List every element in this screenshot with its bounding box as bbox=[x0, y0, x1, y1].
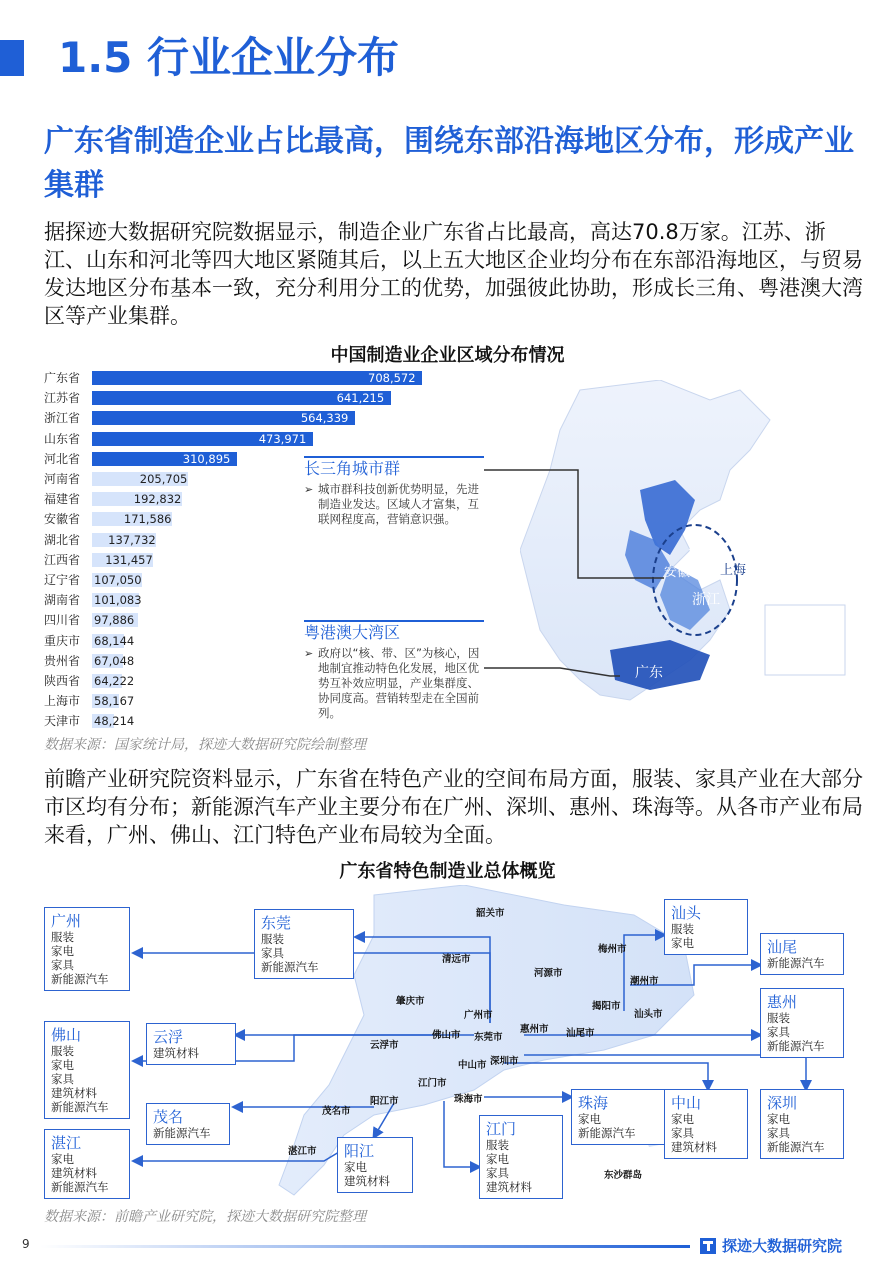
brand-logo-icon bbox=[700, 1238, 716, 1254]
city-industry: 服装 bbox=[486, 1138, 509, 1152]
bar-value-label: 58,167 bbox=[94, 694, 135, 709]
city-industry: 服装 bbox=[51, 930, 74, 944]
yrd-info-text: 城市群科技创新优势明显，先进制造业发达。区域人才富集，互联网程度高，营销意识强。 bbox=[318, 482, 479, 526]
bar-row bbox=[44, 408, 464, 428]
title-accent-bar bbox=[0, 40, 24, 76]
map-city-label: 云浮市 bbox=[370, 1040, 399, 1051]
city-industry: 建筑材料 bbox=[51, 1166, 97, 1180]
map-connector-arrow bbox=[134, 1143, 354, 1161]
bar-category-label: 江西省 bbox=[44, 552, 81, 567]
city-box-maoming bbox=[146, 1103, 230, 1145]
map-city-label: 揭阳市 bbox=[592, 1001, 621, 1012]
map-city-label: 惠州市 bbox=[520, 1024, 549, 1035]
bar-row bbox=[44, 671, 464, 691]
city-industry: 建筑材料 bbox=[153, 1046, 199, 1060]
guangdong-map-title: 广东省特色制造业总体概览 bbox=[339, 861, 556, 882]
region-bar-chart bbox=[44, 368, 464, 732]
map-city-label: 阳江市 bbox=[370, 1096, 399, 1107]
city-industry: 家具 bbox=[261, 946, 284, 960]
bar-row bbox=[44, 489, 464, 509]
bar-value-label: 192,832 bbox=[133, 492, 182, 507]
bar-value-label: 101,083 bbox=[94, 593, 142, 608]
bar-row bbox=[44, 469, 464, 489]
bar-category-label: 湖北省 bbox=[44, 532, 81, 547]
bar-value-label: 708,572 bbox=[368, 371, 416, 385]
bar-category-label: 上海市 bbox=[44, 694, 81, 709]
city-name: 珠海 bbox=[578, 1094, 609, 1112]
bar-category-label: 河南省 bbox=[44, 472, 81, 486]
city-name: 深圳 bbox=[767, 1094, 798, 1112]
city-industry: 家电 bbox=[486, 1152, 509, 1166]
bar-value-label: 641,215 bbox=[336, 391, 385, 406]
map-city-label: 中山市 bbox=[458, 1060, 487, 1071]
bar-category-label: 福建省 bbox=[44, 492, 81, 507]
south-sea-inset bbox=[765, 605, 845, 675]
bar-category-label: 山东省 bbox=[44, 431, 81, 446]
city-industry: 家具 bbox=[767, 1126, 790, 1140]
city-industry: 家电 bbox=[344, 1160, 367, 1174]
map-city-label: 湛江市 bbox=[288, 1146, 317, 1157]
map-label-zhejiang: 浙江 bbox=[692, 592, 720, 608]
city-box-shanwei bbox=[760, 933, 844, 975]
bar-value-label: 64,222 bbox=[94, 674, 135, 688]
bar-category-label: 江苏省 bbox=[44, 391, 81, 406]
gba-info-text: 政府以“核、带、区”为核心，因地制宜推动特色化发展，地区优势互补效应明显，产业集群度、协同度高。营销转型走在全国前列。 bbox=[318, 646, 480, 720]
map-city-label: 肇庆市 bbox=[396, 996, 425, 1007]
map-city-label: 佛山市 bbox=[432, 1030, 461, 1041]
city-industry: 新能源汽车 bbox=[767, 956, 825, 970]
city-name: 东莞 bbox=[261, 914, 292, 932]
city-industry: 家电 bbox=[671, 1112, 694, 1126]
paragraph-1: 据探迹大数据研究院数据显示，制造企业广东省占比最高，高达70.8万家。江苏、浙江、山东和河北等四大地区紧随其后，以上五大地区企业均分布在东部沿海地区，与贸易发达地区分布基本一致，充分利用分工的优势，加强彼此协助，形成长三角、粤港澳大湾区等产业集群。 bbox=[44, 220, 863, 328]
city-box-jiangmen bbox=[479, 1115, 563, 1199]
city-name: 江门 bbox=[486, 1120, 517, 1138]
bar-category-label: 湖南省 bbox=[44, 593, 81, 608]
city-industry: 家具 bbox=[767, 1025, 790, 1039]
city-name: 云浮 bbox=[153, 1028, 184, 1046]
bar-category-label: 天津市 bbox=[44, 714, 81, 729]
city-industry: 家电 bbox=[51, 1152, 74, 1166]
city-industry: 新能源汽车 bbox=[261, 960, 319, 974]
bar-value-label: 68,144 bbox=[94, 633, 135, 648]
city-name: 佛山 bbox=[51, 1026, 82, 1044]
bullet-arrow-icon: ➢ bbox=[304, 483, 314, 496]
city-name: 中山 bbox=[671, 1094, 702, 1112]
city-industry: 建筑材料 bbox=[51, 1086, 97, 1100]
page-number: 9 bbox=[22, 1237, 30, 1251]
map-city-label: 东沙群岛 bbox=[604, 1170, 643, 1181]
map-source: 数据来源：前瞻产业研究院，探迹大数据研究院整理 bbox=[44, 1209, 366, 1225]
bar-category-label: 辽宁省 bbox=[44, 573, 81, 587]
city-industry: 服装 bbox=[51, 1044, 74, 1058]
city-name: 惠州 bbox=[767, 993, 798, 1011]
city-industry: 家电 bbox=[51, 1058, 74, 1072]
city-industry: 建筑材料 bbox=[671, 1140, 717, 1154]
city-name: 汕尾 bbox=[767, 938, 798, 956]
map-city-label: 韶关市 bbox=[476, 908, 505, 919]
brand-footer bbox=[700, 1235, 842, 1256]
map-city-label: 东莞市 bbox=[474, 1032, 503, 1043]
bar-row bbox=[44, 711, 464, 731]
map-city-label: 江门市 bbox=[418, 1078, 447, 1089]
map-city-label: 梅州市 bbox=[598, 944, 627, 955]
city-industry: 新能源汽车 bbox=[153, 1126, 211, 1140]
map-label-shanghai: 上海 bbox=[720, 563, 747, 578]
map-city-label: 广州市 bbox=[464, 1010, 493, 1021]
map-connector-arrow bbox=[504, 1063, 708, 1089]
city-box-foshan bbox=[44, 1021, 130, 1119]
china-east-map bbox=[520, 380, 860, 720]
map-city-label: 汕头市 bbox=[634, 1009, 663, 1020]
bar-row bbox=[44, 550, 464, 570]
map-label-jiangsu: 江苏 bbox=[688, 540, 716, 556]
bar-category-label: 河北省 bbox=[44, 451, 81, 466]
bar-row bbox=[44, 651, 464, 671]
bar-category-label: 陕西省 bbox=[44, 674, 81, 688]
bar-value-label: 137,732 bbox=[108, 532, 156, 547]
map-connector-arrow bbox=[524, 1055, 806, 1089]
bar-row bbox=[44, 429, 464, 449]
city-name: 汕头 bbox=[671, 904, 702, 922]
bar-value-label: 171,586 bbox=[123, 512, 172, 527]
map-city-label: 珠海市 bbox=[454, 1094, 483, 1105]
city-name: 阳江 bbox=[344, 1142, 375, 1160]
bullet-arrow-icon: ➢ bbox=[304, 647, 314, 660]
yrd-info-title: 长三角城市群 bbox=[304, 459, 401, 478]
city-industry: 新能源汽车 bbox=[767, 1140, 825, 1154]
map-city-label: 深圳市 bbox=[490, 1056, 519, 1067]
map-city-label: 茂名市 bbox=[322, 1106, 351, 1117]
bar-row bbox=[44, 388, 464, 408]
city-name: 茂名 bbox=[153, 1108, 184, 1126]
guangdong-industry-map bbox=[44, 885, 854, 1203]
bar-row bbox=[44, 631, 464, 651]
bar-category-label: 四川省 bbox=[44, 613, 81, 628]
city-industry: 服装 bbox=[261, 932, 284, 946]
bar-value-label: 67,048 bbox=[94, 653, 135, 668]
bar-chart-source: 数据来源：国家统计局，探迹大数据研究院绘制整理 bbox=[44, 737, 366, 753]
city-industry: 家具 bbox=[486, 1166, 509, 1180]
bar-row bbox=[44, 590, 464, 610]
city-industry: 建筑材料 bbox=[344, 1174, 390, 1188]
city-box-guangzhou bbox=[44, 907, 130, 991]
gba-info-title: 粤港澳大湾区 bbox=[304, 623, 401, 642]
city-box-dongguan bbox=[254, 909, 354, 979]
bar-row bbox=[44, 509, 464, 529]
city-name: 广州 bbox=[51, 912, 82, 930]
city-box-shantou bbox=[664, 899, 748, 955]
city-industry: 服装 bbox=[671, 922, 694, 936]
footer-line bbox=[40, 1245, 690, 1248]
bar-value-label: 564,339 bbox=[300, 411, 349, 426]
city-name: 湛江 bbox=[51, 1134, 82, 1152]
bar-value-label: 131,457 bbox=[105, 552, 153, 567]
city-box-yangjiang bbox=[337, 1137, 413, 1193]
bar-row bbox=[44, 691, 464, 711]
map-city-label: 清远市 bbox=[442, 954, 471, 965]
bar-value-label: 107,050 bbox=[94, 573, 142, 587]
city-industry: 家电 bbox=[51, 944, 74, 958]
bar-value-label: 97,886 bbox=[94, 613, 135, 628]
bar-chart-title: 中国制造业企业区域分布情况 bbox=[330, 345, 565, 366]
city-industry: 新能源汽车 bbox=[51, 1180, 109, 1194]
bar-category-label: 重庆市 bbox=[44, 633, 81, 648]
bar-value-label: 310,895 bbox=[182, 451, 231, 466]
bar-category-label: 浙江省 bbox=[44, 411, 81, 426]
bar-category-label: 安徽省 bbox=[44, 512, 81, 527]
city-box-huizhou bbox=[760, 988, 844, 1058]
city-industry: 新能源汽车 bbox=[767, 1039, 825, 1053]
city-industry: 服装 bbox=[767, 1011, 790, 1025]
paragraph-2: 前瞻产业研究院资料显示，广东省在特色产业的空间布局方面，服装、家具产业在大部分市区均有分布；新能源汽车产业主要分布在广州、深圳、惠州、珠海等。从各市产业布局来看，广州、佛山、江门特色产业布局较为全面。 bbox=[44, 767, 863, 847]
bar-row bbox=[44, 449, 464, 469]
brand-name: 探迹大数据研究院 bbox=[722, 1237, 843, 1255]
city-industry: 新能源汽车 bbox=[51, 1100, 109, 1114]
map-connector-arrow bbox=[444, 1101, 479, 1167]
city-box-zhongshan bbox=[664, 1089, 748, 1159]
bar-row bbox=[44, 570, 464, 590]
map-label-guangdong: 广东 bbox=[635, 665, 663, 681]
city-industry: 家具 bbox=[51, 958, 74, 972]
city-box-shenzhen bbox=[760, 1089, 844, 1159]
map-city-label: 河源市 bbox=[534, 968, 563, 979]
bar-category-label: 广东省 bbox=[44, 371, 81, 385]
page-title: 1.5 行业企业分布 bbox=[58, 33, 400, 82]
page-subtitle: 广东省制造企业占比最高，围绕东部沿海地区分布，形成产业集群 bbox=[44, 124, 854, 203]
bar-value-label: 473,971 bbox=[258, 431, 307, 446]
city-industry: 家电 bbox=[671, 936, 694, 950]
map-city-label: 潮州市 bbox=[630, 976, 659, 987]
bar-value-label: 48,214 bbox=[94, 714, 135, 729]
bar-row bbox=[44, 530, 464, 550]
city-industry: 新能源汽车 bbox=[578, 1126, 636, 1140]
map-connector-arrow bbox=[374, 1103, 394, 1137]
map-label-anhui: 安徽 bbox=[664, 565, 691, 580]
bar-category-label: 贵州省 bbox=[44, 653, 81, 668]
city-industry: 家电 bbox=[767, 1112, 790, 1126]
city-box-zhuhai bbox=[571, 1089, 669, 1145]
map-city-label: 汕尾市 bbox=[566, 1028, 595, 1039]
city-industry: 家具 bbox=[671, 1126, 694, 1140]
city-box-zhanjiang bbox=[44, 1129, 130, 1199]
city-box-yunfu bbox=[146, 1023, 236, 1065]
bar-value-label: 205,705 bbox=[139, 472, 188, 486]
city-industry: 新能源汽车 bbox=[51, 972, 109, 986]
bar-row bbox=[44, 368, 464, 388]
city-industry: 家具 bbox=[51, 1072, 74, 1086]
city-industry: 建筑材料 bbox=[486, 1180, 532, 1194]
bar-row bbox=[44, 610, 464, 630]
city-industry: 家电 bbox=[578, 1112, 601, 1126]
